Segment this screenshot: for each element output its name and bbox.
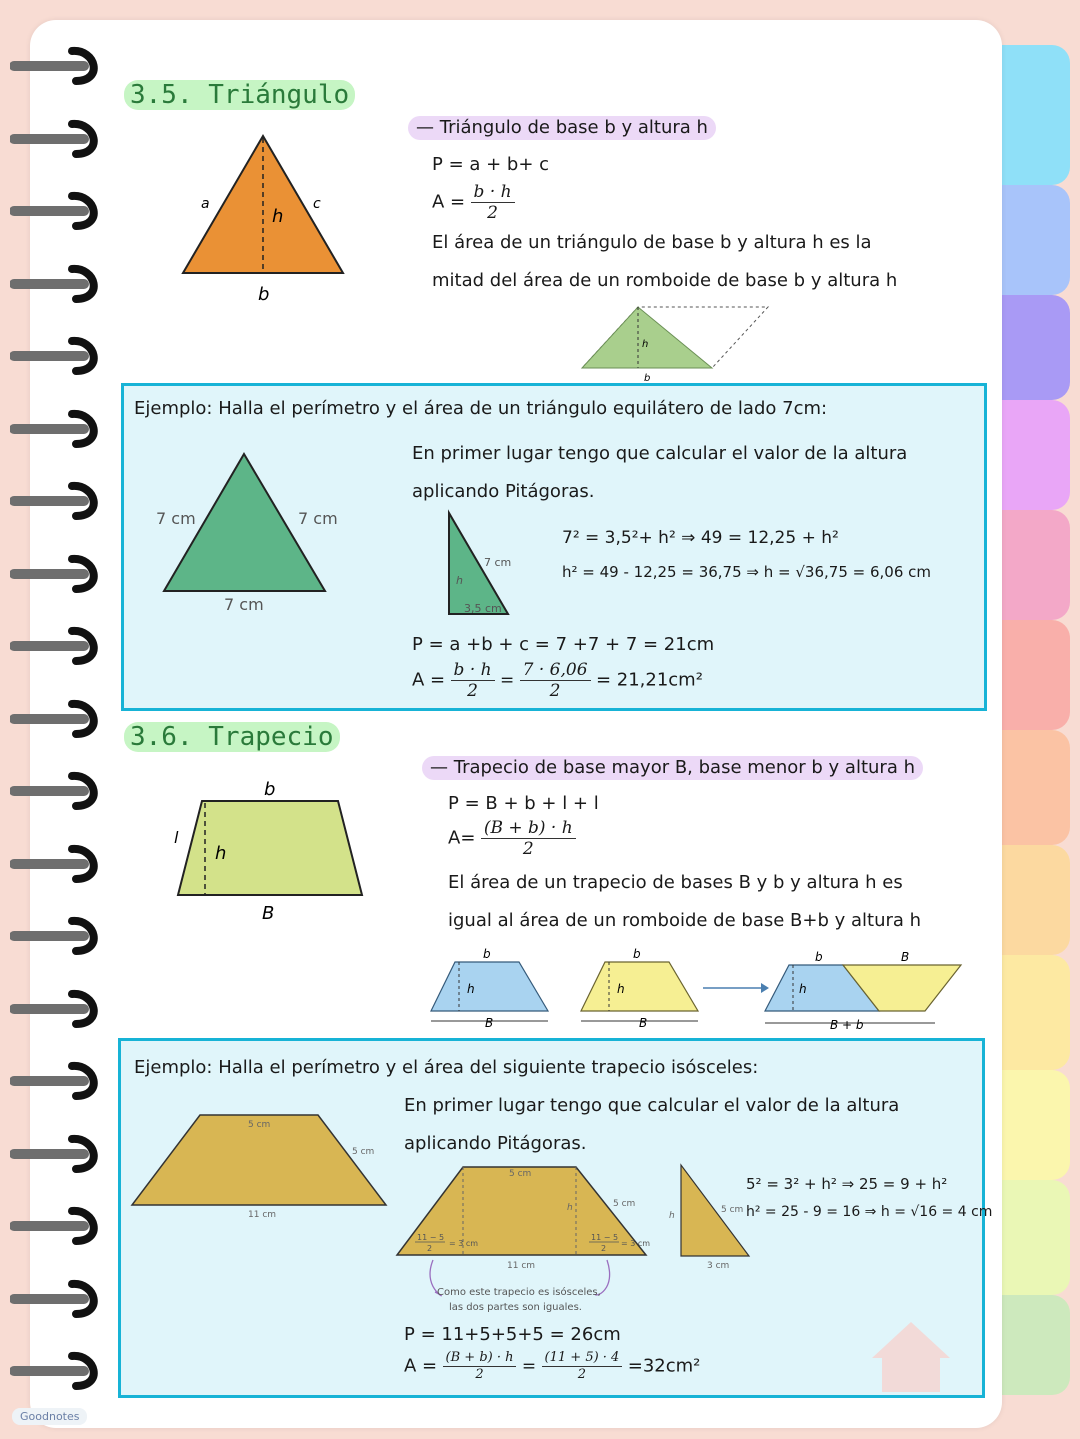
triangle-example-title: Ejemplo: Halla el perímetro y el área de un triángulo equilátero de lado 7cm: — [134, 398, 828, 419]
tab-7[interactable] — [1002, 730, 1070, 845]
diagram-3-b: b — [815, 950, 823, 964]
diagram-1-b: b — [483, 947, 491, 961]
triangle-description-1: El área de un triángulo de base b y altura h es la — [432, 232, 872, 253]
decomp-note-1: Como este trapecio es isósceles, — [437, 1287, 601, 1298]
triangle-perimeter-formula: P = a + b+ c — [432, 154, 550, 175]
spiral-ring — [10, 335, 102, 377]
triangle-calc-2: h² = 49 - 12,25 = 36,75 ⇒ h = √36,75 = 6,06 cm — [562, 563, 931, 581]
home-icon[interactable] — [868, 1318, 954, 1396]
trapezoid-figure — [160, 775, 380, 925]
tab-6[interactable] — [1002, 620, 1070, 730]
iso-trap-bottom: 11 cm — [248, 1210, 277, 1220]
trapezoid-label-b: b — [264, 779, 276, 800]
spiral-ring — [10, 118, 102, 160]
diagram-3-h: h — [799, 982, 807, 996]
spiral-ring — [10, 45, 102, 87]
iso-trap-top: 5 cm — [248, 1120, 271, 1130]
trapezoid-calc-2: h² = 25 - 9 = 16 ⇒ h = √16 = 4 cm — [746, 1204, 993, 1220]
trap-rt-h: h — [669, 1211, 675, 1221]
decomposed-trapezoid-figure — [395, 1162, 655, 1322]
spiral-ring — [10, 553, 102, 595]
trapezoid-label-l: l — [174, 828, 179, 847]
triangle-example-line-1: En primer lugar tengo que calcular el valor de la altura — [412, 443, 908, 464]
diagram-2-h: h — [617, 982, 625, 996]
trapezoid-calc-1: 5² = 3² + h² ⇒ 25 = 9 + h² — [746, 1175, 948, 1193]
rhomboid-label-h: h — [642, 339, 649, 350]
triangle-subtitle: — Triángulo de base b y altura h — [408, 116, 716, 140]
spiral-ring — [10, 1278, 102, 1320]
tab-4[interactable] — [1002, 400, 1070, 510]
trapezoid-description-2: igual al área de un romboide de base B+b y altura h — [448, 910, 922, 931]
trapezoid-example-line-2: aplicando Pitágoras. — [404, 1133, 587, 1154]
trapezoid-subtitle: — Trapecio de base mayor B, base menor b y altura h — [422, 756, 923, 780]
triangle-area-formula: A = $\frac{b \cdot h}{2}$ — [432, 182, 515, 223]
equilateral-side-bottom: 7 cm — [224, 595, 264, 614]
decomp-bottom: 11 cm — [507, 1261, 536, 1271]
triangle-calc-1: 7² = 3,5²+ h² ⇒ 49 = 12,25 + h² — [562, 528, 839, 548]
equilateral-side-right: 7 cm — [298, 509, 338, 528]
triangle-figure — [175, 130, 355, 310]
decomp-right-val: = 3 cm — [621, 1239, 651, 1248]
diagram-1-B: B — [485, 1016, 494, 1030]
triangle-description-2: mitad del área de un romboide de base b y altura h — [432, 270, 898, 291]
diagram-1-h: h — [467, 982, 475, 996]
trapezoid-label-B: B — [262, 903, 275, 924]
diagram-2-b: b — [633, 947, 641, 961]
right-triangle-h: h — [456, 574, 463, 587]
decomp-note-2: las dos partes son iguales. — [449, 1302, 582, 1313]
triangle-example-line-2: aplicando Pitágoras. — [412, 481, 595, 502]
trap-rt-hyp: 5 cm — [721, 1205, 744, 1215]
decomp-left-val: = 3 cm — [449, 1239, 479, 1248]
spiral-ring — [10, 915, 102, 957]
iso-trap-side: 5 cm — [352, 1147, 375, 1157]
triangle-label-a: a — [201, 196, 210, 212]
trapezoid-perimeter-formula: P = B + b + l + l — [448, 793, 599, 814]
triangle-label-b: b — [258, 284, 270, 305]
trapezoid-example-perimeter: P = 11+5+5+5 = 26cm — [404, 1324, 621, 1345]
diagram-3-sum: B + b — [830, 1018, 864, 1032]
goodnotes-label: Goodnotes — [20, 1410, 80, 1423]
diagram-3-B: B — [901, 950, 910, 964]
spiral-ring — [10, 1350, 102, 1392]
decomp-right-den: 2 — [601, 1244, 607, 1253]
goodnotes-watermark — [12, 1408, 87, 1425]
trapezoid-label-h: h — [215, 843, 227, 864]
trapezoid-example-line-1: En primer lugar tengo que calcular el valor de la altura — [404, 1095, 900, 1116]
triangle-example-perimeter: P = a +b + c = 7 +7 + 7 = 21cm — [412, 634, 715, 655]
spiral-ring — [10, 770, 102, 812]
spiral-ring — [10, 988, 102, 1030]
tab-3[interactable] — [1002, 295, 1070, 400]
triangle-rhomboid-diagram — [578, 303, 773, 383]
diagram-2-B: B — [639, 1016, 648, 1030]
right-triangle-figure — [440, 508, 530, 618]
decomp-right-num: 11 − 5 — [591, 1233, 619, 1242]
rhomboid-label-b: b — [644, 373, 651, 383]
decomp-left-den: 2 — [427, 1244, 433, 1253]
spiral-ring — [10, 1133, 102, 1175]
tab-12[interactable] — [1002, 1295, 1070, 1395]
isosceles-trapezoid-figure — [128, 1110, 393, 1225]
tab-1[interactable] — [1002, 45, 1070, 185]
tab-11[interactable] — [1002, 1180, 1070, 1295]
decomp-side: 5 cm — [613, 1199, 636, 1209]
spiral-ring — [10, 698, 102, 740]
trapezoid-example-title: Ejemplo: Halla el perímetro y el área del siguiente trapecio isósceles: — [134, 1057, 759, 1078]
section-title-triangle: 3.5. Triángulo — [124, 80, 355, 110]
decomp-left-num: 11 − 5 — [417, 1233, 445, 1242]
equilateral-side-left: 7 cm — [156, 509, 196, 528]
spiral-ring — [10, 625, 102, 667]
triangle-example-area: A = $\frac{b \cdot h}{2}$ = $\frac{7 \cdot 6,06}{2}$ = 21,21cm² — [412, 660, 703, 701]
spiral-ring — [10, 190, 102, 232]
tab-2[interactable] — [1002, 185, 1070, 295]
trapezoid-area-formula: A= $\frac{(B + b) \cdot h}{2}$ — [448, 818, 576, 859]
section-title-trapezoid: 3.6. Trapecio — [124, 722, 340, 752]
spiral-ring — [10, 1205, 102, 1247]
trapezoid-right-triangle-figure — [665, 1160, 755, 1272]
decomp-top: 5 cm — [509, 1169, 532, 1179]
trapezoid-description-1: El área de un trapecio de bases B y b y altura h es — [448, 872, 903, 893]
trap-rt-base: 3 cm — [707, 1261, 730, 1271]
spiral-ring — [10, 480, 102, 522]
trapezoid-rhomboid-diagram — [425, 945, 970, 1035]
trapezoid-example-area: A = $\frac{(B + b) \cdot h}{2}$ = $\frac{(11 + 5) \cdot 4}{2}$ =32cm² — [404, 1350, 701, 1382]
tab-10[interactable] — [1002, 1070, 1070, 1180]
decomp-h: h — [567, 1203, 573, 1213]
spiral-ring — [10, 1060, 102, 1102]
right-triangle-base: 3,5 cm — [464, 602, 502, 615]
tab-5[interactable] — [1002, 510, 1070, 620]
spiral-ring — [10, 843, 102, 885]
tab-9[interactable] — [1002, 955, 1070, 1070]
triangle-label-c: c — [313, 196, 321, 212]
right-triangle-hyp: 7 cm — [484, 556, 512, 569]
tab-8[interactable] — [1002, 845, 1070, 955]
equilateral-triangle-figure — [150, 448, 350, 618]
spiral-ring — [10, 263, 102, 305]
spiral-ring — [10, 408, 102, 450]
triangle-label-h: h — [272, 206, 284, 227]
